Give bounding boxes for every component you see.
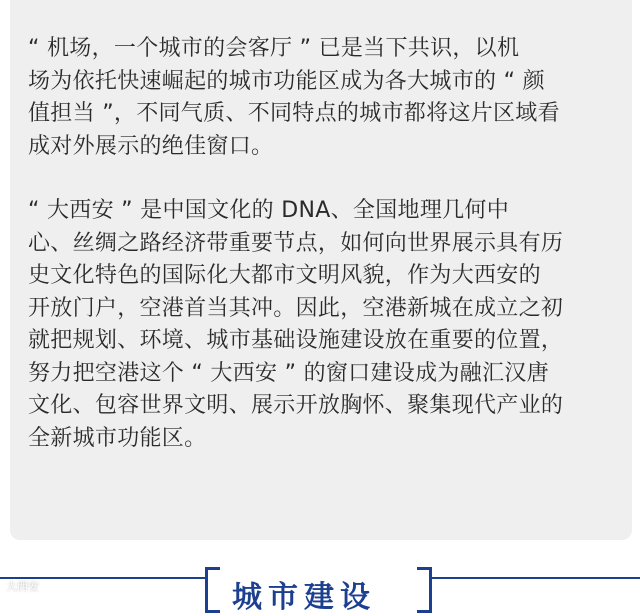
text-line: 心、丝绸之路经济带重要节点，如何向世界展示具有历	[28, 230, 564, 256]
text-line: “ 大西安 ” 是中国文化的 DNA、全国地理几何中	[28, 198, 510, 223]
section-banner	[0, 562, 640, 615]
banner-bracket-left	[205, 567, 220, 613]
article-card	[10, 0, 632, 540]
text-line: 全新城市功能区。	[28, 425, 207, 451]
text-line: 开放门户，空港首当其冲。因此，空港新城在成立之初	[28, 295, 564, 321]
text-line: “ 机场，一个城市的会客厅 ” 已是当下共识，以机	[28, 36, 520, 61]
text-line: 成对外展示的绝佳窗口。	[28, 133, 274, 159]
text-line: 文化、包容世界文明、展示开放胸怀、聚集现代产业的	[28, 393, 564, 418]
section-title: 城市建设	[232, 580, 376, 615]
text-line: 就把规划、环境、城市基础设施建设放在重要的位置，	[28, 328, 564, 353]
text-line: 努力把空港这个 “ 大西安 ” 的窗口建设成为融汇汉唐	[28, 360, 549, 386]
text-line: 史文化特色的国际化大都市文明风貌，作为大西安的	[28, 263, 541, 288]
banner-bracket-right	[417, 567, 432, 613]
text-line: 值担当 ”，不同气质、不同特点的城市都将这片区域看	[28, 101, 560, 126]
banner-rule-right	[432, 577, 640, 579]
article-paragraph-2	[28, 195, 628, 455]
article-paragraph-1	[28, 33, 628, 163]
text-line: 场为依托快速崛起的城市功能区成为各大城市的 “ 颜	[28, 68, 545, 94]
watermark: 大西安	[6, 580, 39, 593]
